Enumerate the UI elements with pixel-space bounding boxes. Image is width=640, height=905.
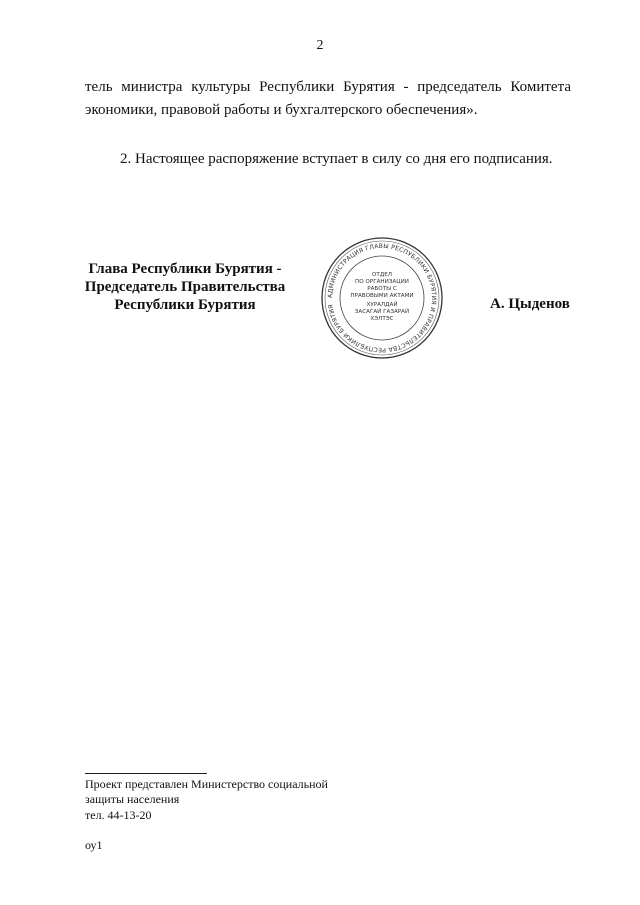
seal-line-2: ПО ОРГАНИЗАЦИИ xyxy=(355,279,409,285)
paragraph-2: 2. Настоящее распоряжение вступает в силу со дня его подписания. xyxy=(120,151,553,167)
seal-line-5: ХУРАЛДАЙ xyxy=(366,302,398,308)
seal-line-7: ХЭЛТЭС xyxy=(370,316,394,322)
signatory-name: А. Цыденов xyxy=(490,296,570,312)
seal-line-1: ОТДЕЛ xyxy=(372,272,392,278)
page-number: 2 xyxy=(316,38,324,53)
body-line-2: экономики, правовой работы и бухгалтерского обеспечения». xyxy=(85,102,478,118)
seal-line-3: РАБОТЫ С xyxy=(367,286,397,292)
seal-ring-text: АДМИНИСТРАЦИЯ ГЛАВЫ РЕСПУБЛИКИ БУРЯТИЯ И ПРАВИТЕЛЬСТВА РЕСПУБЛИКИ БУРЯТИЯ xyxy=(326,242,438,354)
body-line-1: тель министра культуры Республики Бурятия - председатель Комитета xyxy=(85,79,571,95)
signatory-title-line-3: Республики Бурятия xyxy=(114,297,256,313)
seal-line-4: ПРАВОВЫМИ АКТАМИ xyxy=(350,293,414,299)
signatory-title-line-2: Председатель Правительства xyxy=(84,279,286,295)
footnote-code: оу1 xyxy=(85,838,103,852)
footnote-line-1: Проект представлен Министерство социальной xyxy=(85,777,328,791)
footnote-line-2: защиты населения xyxy=(85,792,180,806)
signatory-title xyxy=(80,260,290,314)
signatory-title-line-1: Глава Республики Бурятия - xyxy=(88,261,282,277)
footnote-divider xyxy=(85,773,207,774)
official-seal xyxy=(320,236,444,360)
seal-line-6: ЗАСАГАЙ ГАЗАРАЙ xyxy=(354,309,410,315)
footnote-phone: тел. 44-13-20 xyxy=(85,808,152,822)
